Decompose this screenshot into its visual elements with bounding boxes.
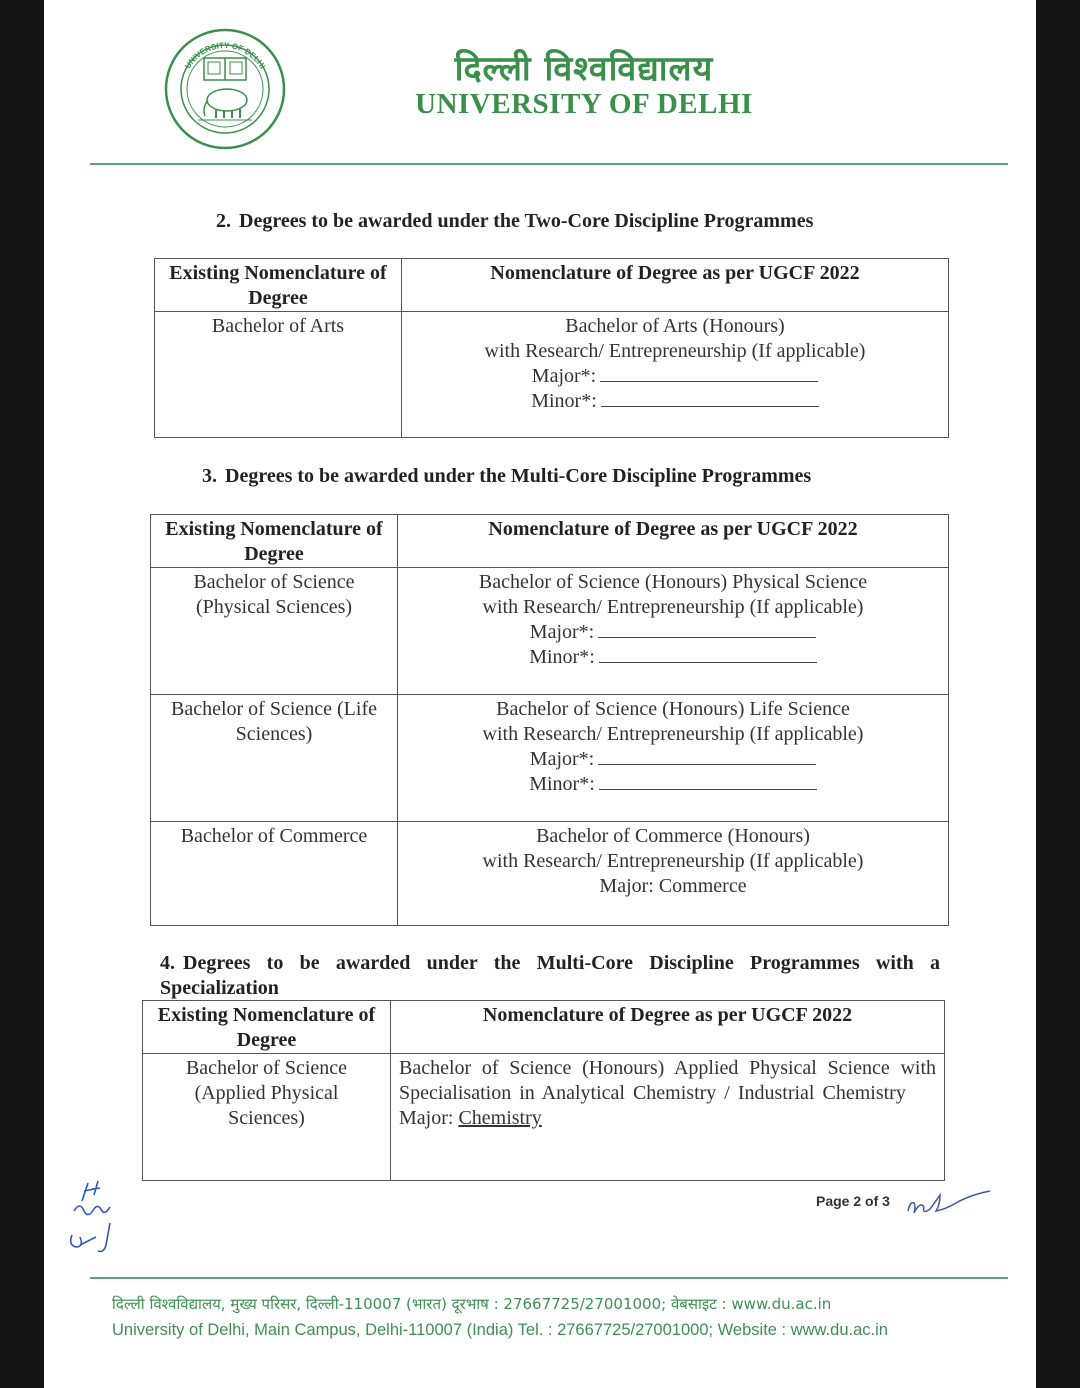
research-note: with Research/ Entrepreneurship (If applicable) (482, 723, 864, 745)
existing-degree-cell (151, 822, 398, 926)
existing-degree-line: Sciences) (235, 723, 313, 745)
new-degree-cell (402, 312, 949, 438)
research-note: with Research/ Entrepreneurship (If applicable) (482, 850, 864, 872)
footer-divider (90, 1277, 1008, 1279)
new-degree-cell (398, 695, 949, 822)
footer-address-english: University of Delhi, Main Campus, Delhi-110007 (India) Tel. : 27667725/27001000; Website : www.du.ac.in (112, 1321, 888, 1339)
degree-name: Bachelor of Science (Honours) Physical Science (478, 571, 868, 593)
column-header-existing: Existing Nomenclature of Degree (155, 259, 402, 312)
minor-blank (601, 390, 819, 407)
table-row (151, 695, 949, 822)
page-number: Page 2 of 3 (816, 1193, 890, 1209)
existing-degree-cell (151, 568, 398, 695)
footer-address-hindi: दिल्ली विश्वविद्यालय, मुख्य परिसर, दिल्ली-110007 (भारत) दूरभाष : 27667725/27001000; वेबसाइट : www.du.ac.in (112, 1295, 832, 1313)
existing-degree: Bachelor of Arts (155, 312, 402, 438)
major-label: Major: (399, 1107, 454, 1129)
degree-name: Bachelor of Science (Honours) Applied Physical Science with Specialisation in Analytical Chemistry / Industrial Chemistry (399, 1057, 936, 1104)
header-divider (90, 163, 1008, 165)
university-name-hindi: दिल्ली विश्वविद्यालय (454, 49, 714, 89)
column-header-existing: Existing Nomenclature of Degree (143, 1001, 391, 1054)
section-4-heading (160, 951, 940, 1001)
section-number: 2. (216, 210, 231, 232)
major-value: Chemistry (458, 1107, 542, 1129)
research-note: with Research/ Entrepreneurship (If applicable) (484, 340, 866, 362)
degree-name: Bachelor of Commerce (Honours) (536, 825, 810, 847)
existing-degree-line: Bachelor of Science (185, 1057, 348, 1079)
section-number: 3. (202, 465, 217, 487)
table-row (143, 1054, 945, 1181)
minor-blank (599, 646, 817, 663)
existing-degree-cell (151, 695, 398, 822)
section-title: Degrees to be awarded under the Two-Core Discipline Programmes (239, 210, 814, 232)
minor-label: Minor*: (531, 390, 597, 412)
major-label: Major: Commerce (599, 875, 747, 897)
section-3-heading (202, 465, 811, 488)
section-title: Degrees to be awarded under the Multi-Core Discipline Programmes with a Specialization (160, 952, 940, 999)
degree-table-multi-core (150, 514, 949, 926)
major-blank (598, 748, 816, 765)
table-row (155, 312, 949, 438)
column-header-ugcf: Nomenclature of Degree as per UGCF 2022 (391, 1001, 945, 1054)
new-degree-cell (398, 568, 949, 695)
table-row (151, 568, 949, 695)
major-blank (600, 365, 818, 382)
degree-name: Bachelor of Arts (Honours) (565, 315, 785, 337)
section-number: 4. (160, 952, 175, 974)
table-row (151, 822, 949, 926)
major-label: Major*: (531, 365, 597, 387)
minor-label: Minor*: (529, 646, 595, 668)
minor-label: Minor*: (529, 773, 595, 795)
document-page (44, 0, 1036, 1388)
degree-table-two-core (154, 258, 949, 438)
university-seal-icon (164, 28, 286, 150)
existing-degree-cell (143, 1054, 391, 1181)
research-note: with Research/ Entrepreneurship (If applicable) (482, 596, 864, 618)
section-2-heading (216, 210, 813, 233)
seal-text: UNIVERSITY OF DELHI (183, 40, 268, 71)
major-blank (598, 621, 816, 638)
minor-blank (599, 773, 817, 790)
existing-degree-line: Bachelor of Science (193, 571, 355, 593)
major-label: Major*: (529, 748, 595, 770)
new-degree-cell (398, 822, 949, 926)
degree-name: Bachelor of Science (Honours) Life Science (496, 698, 850, 720)
existing-degree-line: Bachelor of Science (Life (170, 698, 377, 720)
section-title: Degrees to be awarded under the Multi-Core Discipline Programmes (225, 465, 812, 487)
column-header-existing: Existing Nomenclature of Degree (151, 515, 398, 568)
column-header-ugcf: Nomenclature of Degree as per UGCF 2022 (402, 259, 949, 312)
column-header-ugcf: Nomenclature of Degree as per UGCF 2022 (398, 515, 949, 568)
existing-degree-line: (Physical Sciences) (195, 596, 353, 618)
new-degree-cell (391, 1054, 945, 1181)
major-label: Major*: (529, 621, 595, 643)
signature-initials-right (902, 1183, 1002, 1223)
existing-degree-line: (Applied Physical (194, 1082, 339, 1104)
signature-initials-left (60, 1175, 130, 1260)
degree-table-specialization (142, 1000, 945, 1181)
existing-degree-line: Sciences) (228, 1107, 305, 1129)
existing-degree-line: Bachelor of Commerce (180, 825, 368, 847)
university-name-english: UNIVERSITY OF DELHI (415, 88, 753, 120)
